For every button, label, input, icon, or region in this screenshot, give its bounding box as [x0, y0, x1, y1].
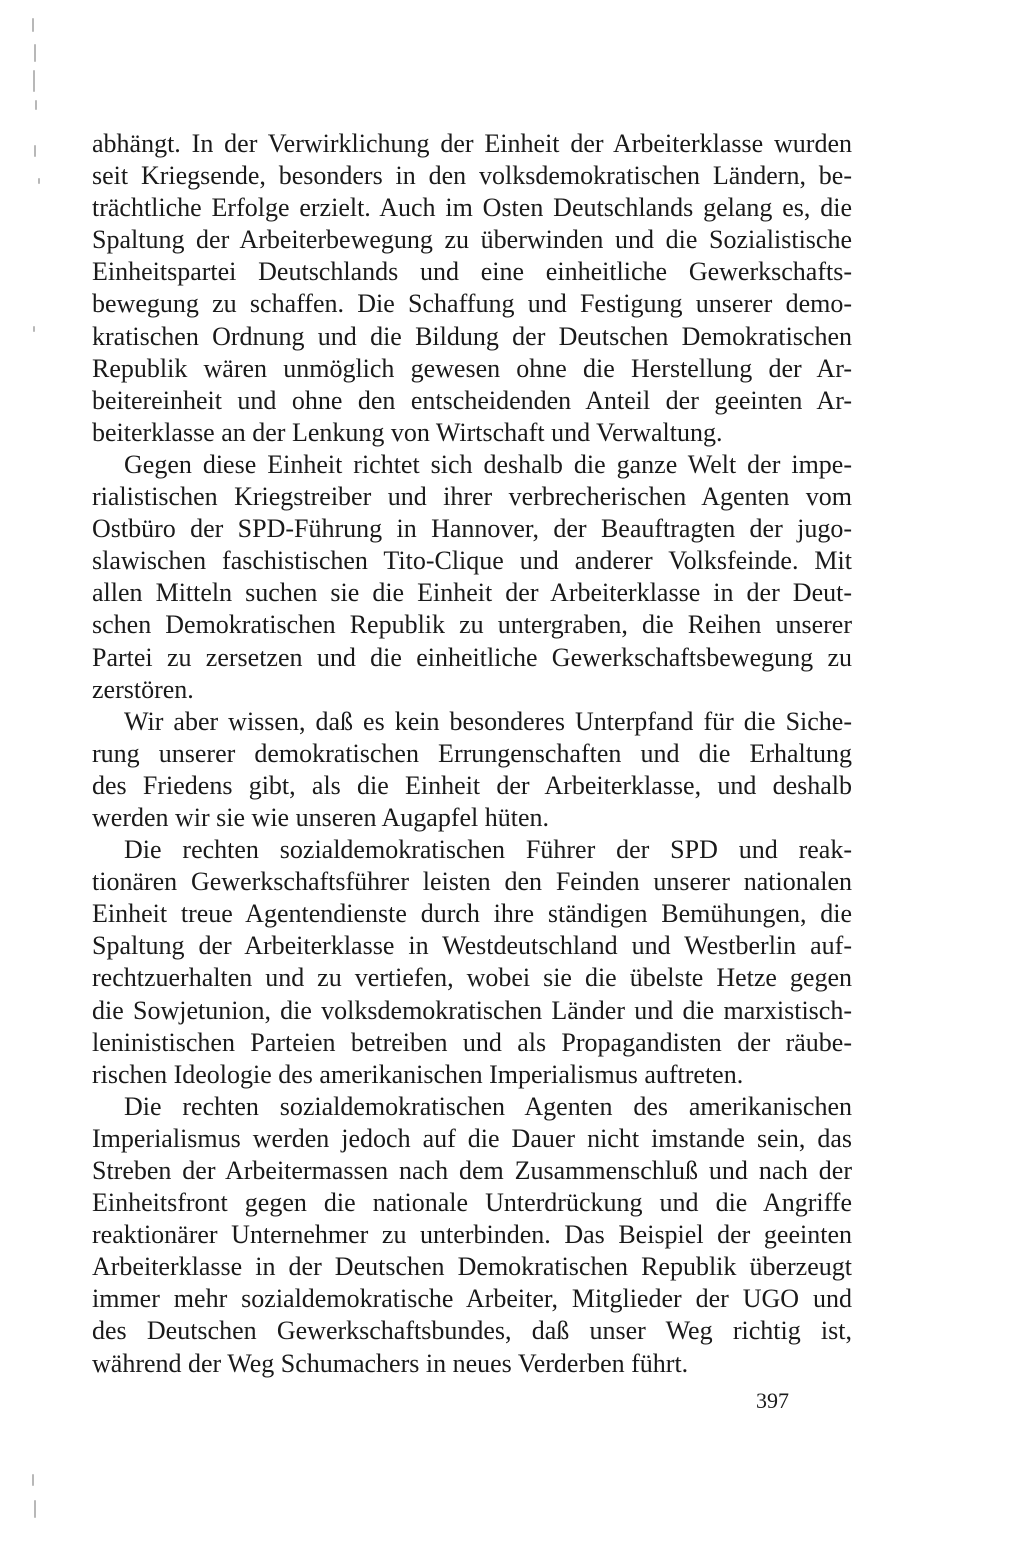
text-line: Imperialismus werden jedoch auf die Dauer nicht imstande sein, das — [92, 1123, 852, 1153]
paragraph — [92, 834, 852, 1091]
text-line: rechtzuerhalten und zu vertiefen, wobei sie die übelste Hetze gegen — [92, 963, 852, 993]
scan-mark — [33, 70, 35, 92]
text-line: Republik wären unmöglich gewesen ohne die Herstellung der Ar- — [92, 353, 852, 383]
text-line: schen Demokratischen Republik zu untergraben, die Reihen unserer — [92, 610, 852, 640]
scan-mark — [33, 326, 35, 332]
text-line: trächtliche Erfolge erzielt. Auch im Osten Deutschlands gelang es, die — [92, 193, 852, 223]
text-line: Ostbüro der SPD-Führung in Hannover, der Beauftragten der jugo- — [92, 514, 852, 544]
text-line: während der Weg Schumachers in neues Verderben führt. — [92, 1348, 689, 1378]
page-number: 397 — [756, 1388, 789, 1413]
paragraph — [92, 706, 852, 834]
text-line: bewegung zu schaffen. Die Schaffung und Festigung unserer demo- — [92, 289, 852, 319]
text-line: beiterklasse an der Lenkung von Wirtschaft und Verwaltung. — [92, 417, 723, 447]
scan-mark — [35, 100, 37, 110]
scan-mark — [32, 18, 34, 32]
text-line: des Friedens gibt, als die Einheit der Arbeiterklasse, und deshalb — [92, 770, 852, 800]
text-line: Partei zu zersetzen und die einheitliche Gewerkschaftsbewegung zu — [92, 642, 852, 672]
text-line: die Sowjetunion, die volksdemokratischen Länder und die marxistisch- — [92, 995, 852, 1025]
scan-mark — [34, 44, 36, 62]
text-line: allen Mitteln suchen sie die Einheit der Arbeiterklasse in der Deut- — [92, 578, 852, 608]
text-line: seit Kriegsende, besonders in den volksdemokratischen Ländern, be- — [92, 161, 852, 191]
text-line: slawischen faschistischen Tito-Clique und anderer Volksfeinde. Mit — [92, 546, 852, 576]
text-line: immer mehr sozialdemokratische Arbeiter, Mitglieder der UGO und — [92, 1284, 852, 1314]
text-line: rischen Ideologie des amerikanischen Imperialismus auftreten. — [92, 1059, 744, 1089]
scan-mark — [32, 1474, 34, 1486]
paragraph — [92, 1091, 852, 1380]
paragraph — [92, 449, 852, 706]
text-line: Spaltung der Arbeiterbewegung zu überwinden und die Sozialistische — [92, 225, 852, 255]
text-line: Einheit treue Agentendienste durch ihre ständigen Bemühungen, die — [92, 899, 852, 929]
text-line: beitereinheit und ohne den entscheidenden Anteil der geeinten Ar- — [92, 385, 852, 415]
scan-mark — [34, 1500, 36, 1518]
text-line: Streben der Arbeitermassen nach dem Zusammenschluß und nach der — [92, 1156, 852, 1185]
body-text — [92, 128, 852, 1380]
text-line: abhängt. In der Verwirklichung der Einheit der Arbeiterklasse wurden — [92, 129, 852, 158]
text-line: tionären Gewerkschaftsführer leisten den Feinden unserer nationalen — [92, 867, 852, 897]
paragraph — [92, 128, 852, 449]
text-line: Spaltung der Arbeiterklasse in Westdeutschland und Westberlin auf- — [92, 931, 852, 961]
scan-mark — [38, 178, 40, 184]
text-line: rialistischen Kriegstreiber und ihrer verbrecherischen Agenten vom — [92, 482, 852, 512]
scan-margin-marks — [20, 0, 50, 1549]
text-line: Die rechten sozialdemokratischen Führer der SPD und reak- — [124, 835, 852, 865]
text-line: Wir aber wissen, daß es kein besonderes Unterpfand für die Siche- — [124, 706, 852, 736]
text-line: reaktionärer Unternehmer zu unterbinden. Das Beispiel der geeinten — [92, 1220, 852, 1250]
text-line: rung unserer demokratischen Errungenschaften und die Erhaltung — [92, 738, 852, 768]
text-line: werden wir sie wie unseren Augapfel hüten. — [92, 802, 550, 832]
text-line: Gegen diese Einheit richtet sich deshalb die ganze Welt der impe- — [124, 449, 852, 479]
text-line: zerstören. — [92, 674, 194, 704]
text-line: leninistischen Parteien betreiben und als Propagandisten der räube- — [92, 1027, 852, 1057]
text-line: des Deutschen Gewerkschaftsbundes, daß unser Weg richtig ist, — [92, 1316, 852, 1346]
text-line: Einheitspartei Deutschlands und eine einheitliche Gewerkschafts- — [92, 257, 852, 287]
text-line: Einheitsfront gegen die nationale Unterdrückung und die Angriffe — [92, 1188, 852, 1218]
text-line: Arbeiterklasse in der Deutschen Demokratischen Republik überzeugt — [92, 1252, 852, 1282]
text-line: kratischen Ordnung und die Bildung der Deutschen Demokratischen — [92, 321, 852, 351]
text-line: Die rechten sozialdemokratischen Agenten des amerikanischen — [124, 1091, 852, 1121]
scan-mark — [34, 145, 36, 157]
